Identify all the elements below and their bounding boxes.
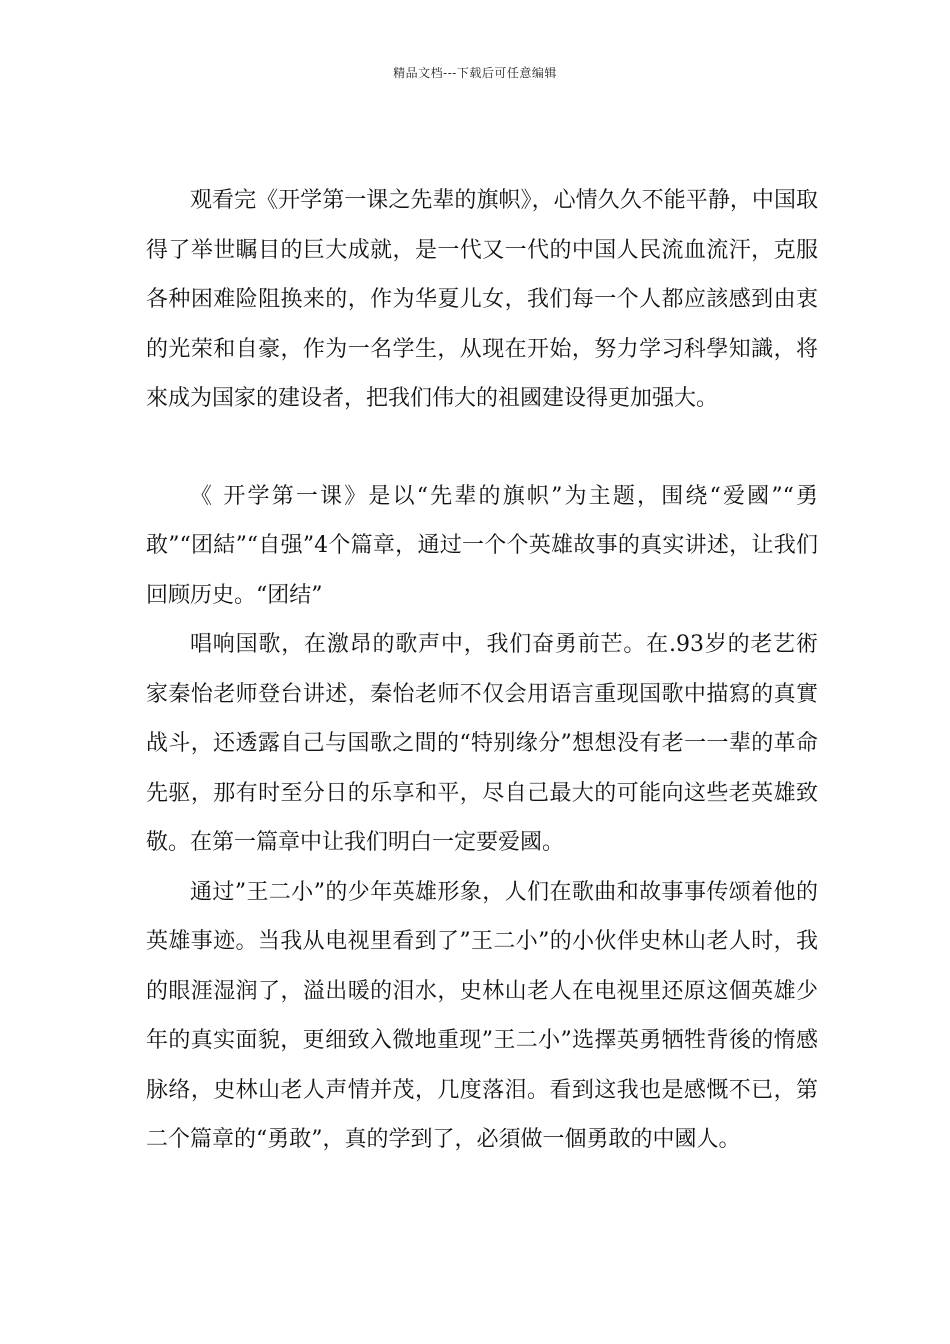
paragraph-2: 《 开学第一课》是以“先辈的旗帜”为主题，围绕“爱國”“勇敢”“团結”“自强”4个篇章，通过一个个英雄故事的真实讲述，让我们回顾历史。“团结” [146, 483, 818, 608]
document-body [146, 176, 818, 1165]
paragraph-4: 通过”王二小”的少年英雄形象，人们在歌曲和故事事传颂着他的英雄事迹。当我从电视里看到了”王二小”的小伙伴史林山老人时，我的眼涯湿润了，溢出暖的泪水，史林山老人在电视里还原这個英雄少年的真实面貌，更细致入微地重现”王二小”选擇英勇牺牲背後的惰感脉络，史林山老人声情并茂，几度落泪。看到这我也是感慨不已，第二个篇章的“勇敢”，真的学到了，必須做一個勇敢的中國人。 [146, 879, 818, 1152]
paragraph-3: 唱响国歌，在激昂的歌声中，我们奋勇前芒。在.93岁的老艺術家秦怡老师登台讲述，秦怡老师不仅会用语言重现国歌中描寫的真實战斗，还透露自己与国歌之間的“特别缘分”想想没有老一一辈的革命先驱，那有时至分日的乐享和平，尽自己最大的可能向这些老英雄致敬。在第一篇章中让我们明白一定要爱國。 [146, 632, 818, 855]
paragraph-1: 观看完《开学第一课之先辈的旗帜》，心情久久不能平静，中国取得了举世瞩目的巨大成就，是一代又一代的中国人民流血流汗，克服各种困难险阻换来的，作为华夏儿女，我们每一个人都应該感到由衷的光荣和自豪，作为一名学生，从现在开始，努力学习科學知識，将來成为国家的建设者，把我们伟大的祖國建设得更加强大。 [146, 188, 818, 411]
paragraph-gap [146, 424, 818, 472]
page-header: 精品文档---下载后可任意编辑 [393, 66, 557, 80]
